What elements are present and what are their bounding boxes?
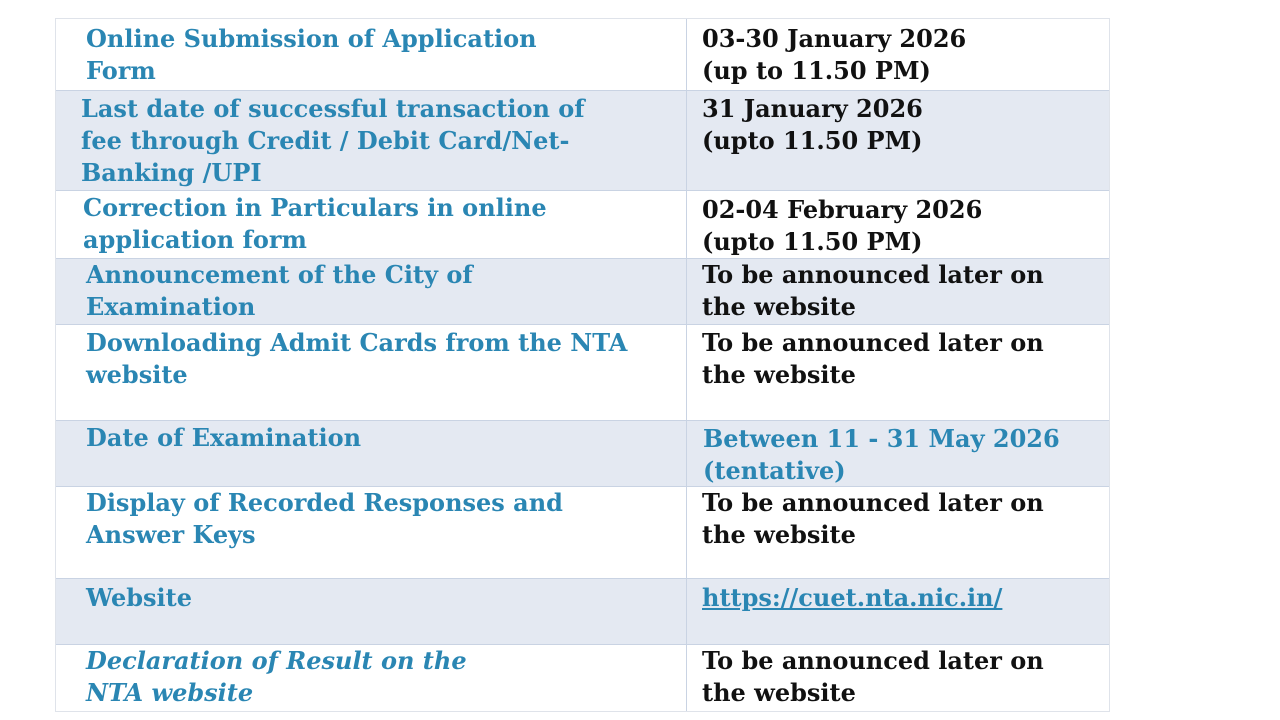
label-cell — [56, 259, 687, 324]
row-label: Last date of successful transaction of fee through Credit / Debit Card/Net-Banking /UPI — [81, 94, 585, 187]
value-line: To be announced later on — [702, 646, 1044, 675]
label-cell — [56, 191, 687, 258]
row-value — [702, 327, 1082, 391]
value-cell — [687, 645, 1109, 711]
label-cell — [56, 487, 687, 578]
row-label: Online Submission of Application Form — [86, 24, 537, 85]
row-value — [703, 423, 1083, 487]
value-line: the website — [702, 360, 856, 389]
value-cell — [687, 19, 1109, 90]
row-value — [702, 194, 1082, 258]
label-cell — [56, 325, 687, 420]
table-row — [56, 579, 1109, 645]
table-row — [56, 91, 1109, 191]
row-value — [702, 23, 1082, 87]
value-cell — [687, 421, 1109, 486]
row-label: Website — [86, 583, 193, 612]
table-row — [56, 645, 1109, 711]
value-cell — [687, 91, 1109, 190]
value-cell — [687, 259, 1109, 324]
table-row — [56, 19, 1109, 91]
row-label: Downloading Admit Cards from the NTA website — [86, 328, 628, 389]
row-label: Announcement of the City of Examination — [86, 260, 473, 321]
row-value: To be announced later on the website — [702, 260, 1044, 321]
row-label: Display of Recorded Responses and Answer Keys — [86, 488, 563, 549]
label-cell — [56, 91, 687, 190]
label-cell — [56, 645, 687, 711]
table-row — [56, 487, 1109, 579]
value-line: (upto 11.50 PM) — [702, 126, 923, 155]
table-row — [56, 325, 1109, 421]
table-row — [56, 259, 1109, 325]
value-line: To be announced later on — [702, 328, 1044, 357]
table-row — [56, 421, 1109, 487]
value-line: 03-30 January 2026 — [702, 24, 967, 53]
value-line: the website — [702, 678, 856, 707]
value-line: Between 11 - 31 May 2026 — [703, 424, 1060, 453]
schedule-table — [55, 18, 1110, 712]
row-label: Correction in Particulars in online application form — [83, 193, 547, 254]
value-line: 02-04 February 2026 — [702, 195, 983, 224]
value-cell — [687, 579, 1109, 644]
row-value — [702, 645, 1082, 709]
value-line: (tentative) — [703, 456, 846, 485]
value-cell — [687, 325, 1109, 420]
label-cell — [56, 579, 687, 644]
table-row — [56, 191, 1109, 259]
value-cell — [687, 191, 1109, 258]
value-line: (upto 11.50 PM) — [702, 227, 923, 256]
website-link[interactable]: https://cuet.nta.nic.in/ — [702, 583, 1003, 612]
value-cell — [687, 487, 1109, 578]
row-label: Date of Examination — [86, 423, 362, 452]
row-value — [702, 93, 1082, 157]
value-line: 31 January 2026 — [702, 94, 923, 123]
row-value — [702, 582, 1082, 614]
row-label: Declaration of Result on the NTA website — [86, 646, 467, 707]
row-value: To be announced later on the website — [702, 488, 1044, 549]
label-cell — [56, 421, 687, 486]
value-line: (up to 11.50 PM) — [702, 56, 931, 85]
label-cell — [56, 19, 687, 90]
